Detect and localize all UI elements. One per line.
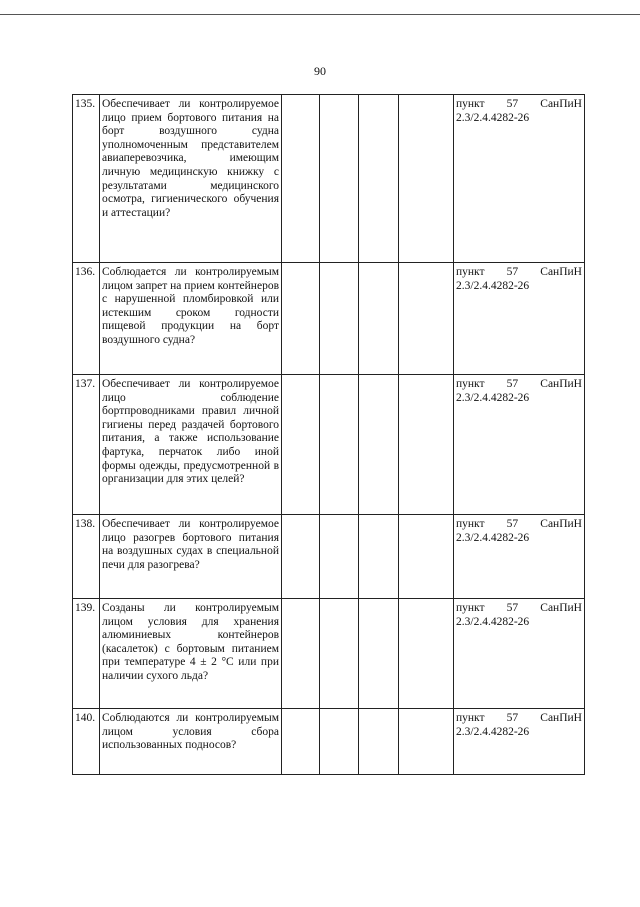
answer-cell-na xyxy=(359,375,399,515)
ref-point: 57 xyxy=(506,602,519,614)
ref-point: 57 xyxy=(506,518,519,530)
ref-point: 57 xyxy=(506,712,519,724)
ref-word: пункт xyxy=(456,98,485,110)
table-row xyxy=(73,263,585,375)
answer-cell-na xyxy=(359,599,399,709)
reference-cell xyxy=(454,599,585,709)
ref-word: пункт xyxy=(456,602,485,614)
note-cell xyxy=(399,263,454,375)
note-cell xyxy=(399,709,454,775)
question-text: Созданы ли контролируемым лицом условия для хранения алюминиевых контейнеров (касалеток) с бортовым питанием при температуре 4 ± 2 °С или при наличии сухого льда? xyxy=(100,599,282,709)
reference-cell xyxy=(454,709,585,775)
note-cell xyxy=(399,375,454,515)
note-cell xyxy=(399,515,454,599)
ref-word: пункт xyxy=(456,518,485,530)
ref-code: 2.3/2.4.4282-26 xyxy=(456,279,530,292)
row-number: 138. xyxy=(73,515,100,599)
answer-cell-no xyxy=(320,263,359,375)
answer-cell-na xyxy=(359,95,399,263)
ref-code: 2.3/2.4.4282-26 xyxy=(456,391,530,404)
checklist-table xyxy=(72,94,585,775)
table-row xyxy=(73,709,585,775)
question-text: Обеспечивает ли контролируемое лицо разогрев бортового питания на воздушных судах в специальной печи для разогрева? xyxy=(100,515,282,599)
ref-doc: СанПиН xyxy=(540,266,582,278)
table-row xyxy=(73,599,585,709)
ref-code: 2.3/2.4.4282-26 xyxy=(456,531,530,544)
table-row xyxy=(73,95,585,263)
question-text: Соблюдаются ли контролируемым лицом условия сбора использованных подносов? xyxy=(100,709,282,775)
ref-code: 2.3/2.4.4282-26 xyxy=(456,725,530,738)
table-row xyxy=(73,375,585,515)
table-row xyxy=(73,515,585,599)
ref-word: пункт xyxy=(456,378,485,390)
answer-cell-no xyxy=(320,709,359,775)
ref-code: 2.3/2.4.4282-26 xyxy=(456,615,530,628)
ref-doc: СанПиН xyxy=(540,602,582,614)
ref-point: 57 xyxy=(506,98,519,110)
page-number: 90 xyxy=(314,64,326,78)
reference-cell xyxy=(454,515,585,599)
ref-code: 2.3/2.4.4282-26 xyxy=(456,111,530,124)
page-top-edge-line xyxy=(0,14,640,15)
answer-cell-no xyxy=(320,599,359,709)
answer-cell-yes xyxy=(282,599,320,709)
answer-cell-na xyxy=(359,515,399,599)
ref-doc: СанПиН xyxy=(540,518,582,530)
answer-cell-yes xyxy=(282,263,320,375)
answer-cell-no xyxy=(320,515,359,599)
ref-word: пункт xyxy=(456,712,485,724)
reference-cell xyxy=(454,375,585,515)
note-cell xyxy=(399,599,454,709)
answer-cell-yes xyxy=(282,515,320,599)
answer-cell-na xyxy=(359,709,399,775)
ref-doc: СанПиН xyxy=(540,378,582,390)
reference-cell xyxy=(454,95,585,263)
row-number: 137. xyxy=(73,375,100,515)
reference-cell xyxy=(454,263,585,375)
answer-cell-no xyxy=(320,95,359,263)
row-number: 139. xyxy=(73,599,100,709)
ref-doc: СанПиН xyxy=(540,98,582,110)
ref-point: 57 xyxy=(506,266,519,278)
ref-doc: СанПиН xyxy=(540,712,582,724)
answer-cell-yes xyxy=(282,375,320,515)
question-text: Обеспечивает ли контролируемое лицо прием бортового питания на борт воздушного судна уполномоченным представителем авиаперевозчика, имеющим личную медицинскую книжку с результатами медицинского осмотра, гигиенического обучения и аттестации? xyxy=(100,95,282,263)
question-text: Обеспечивает ли контролируемое лицо соблюдение бортпроводниками правил личной гигиены перед раздачей бортового питания, а также использование фартука, перчаток либо иной формы одежды, предусмотренной в организации для этих целей? xyxy=(100,375,282,515)
question-text: Соблюдается ли контролируемым лицом запрет на прием контейнеров с нарушенной пломбировкой или истекшим сроком годности пищевой продукции на борт воздушного судна? xyxy=(100,263,282,375)
ref-word: пункт xyxy=(456,266,485,278)
answer-cell-no xyxy=(320,375,359,515)
row-number: 140. xyxy=(73,709,100,775)
answer-cell-yes xyxy=(282,95,320,263)
ref-point: 57 xyxy=(506,378,519,390)
answer-cell-na xyxy=(359,263,399,375)
row-number: 135. xyxy=(73,95,100,263)
row-number: 136. xyxy=(73,263,100,375)
note-cell xyxy=(399,95,454,263)
answer-cell-yes xyxy=(282,709,320,775)
